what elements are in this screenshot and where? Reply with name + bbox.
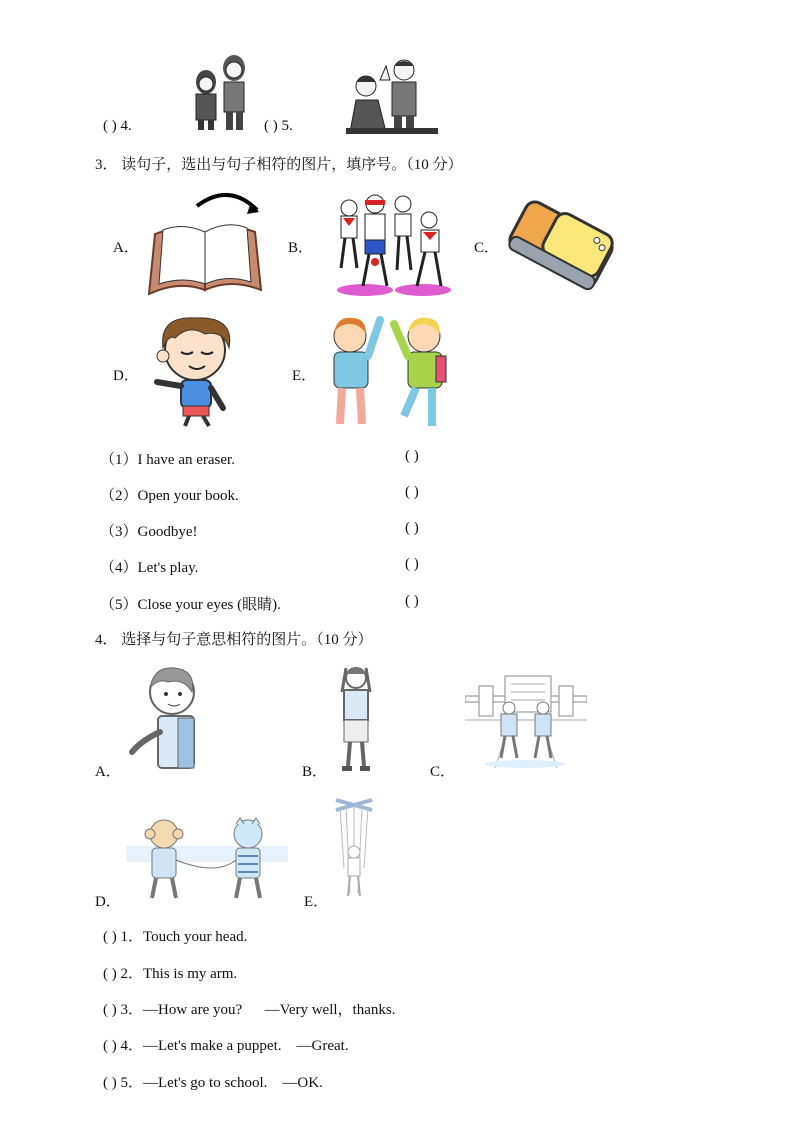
option-c-label: C． [430, 764, 456, 780]
sentence-number: （2） [100, 488, 138, 504]
boy-touching-head-icon [334, 662, 378, 774]
open-book-icon [145, 190, 265, 298]
sentence-number: （4） [100, 560, 138, 576]
sentence-text: Goodbye! [137, 524, 198, 540]
answer-blank[interactable]: ( ) [103, 966, 117, 982]
option-b-label: B． [302, 764, 328, 780]
boy-pointing-arm-icon [128, 662, 200, 772]
item-number: 5. [281, 118, 293, 134]
sentence-text: This is my arm. [143, 966, 238, 982]
greeting-people-image [346, 56, 438, 134]
sentence-text: Close your eyes (眼睛). [137, 597, 281, 613]
boy-eyes-closed-icon [145, 312, 245, 430]
option-a-label: A． [113, 240, 139, 256]
sentence-row [103, 998, 395, 1019]
sentence-text: Touch your head. [143, 929, 248, 945]
answer-blank[interactable]: ( ) [405, 448, 419, 464]
sentence-row [103, 962, 237, 983]
sentence-row [100, 556, 198, 577]
kids-going-to-school-icon [465, 672, 587, 772]
sentence-text: Let's play. [137, 560, 199, 576]
sentence-row [103, 925, 247, 946]
item-number: 4. [120, 118, 132, 134]
answer-blank[interactable]: ( ) [103, 1002, 117, 1018]
kids-waving-goodbye-icon [320, 312, 448, 432]
sentence-text: Open your book. [137, 488, 239, 504]
sentence-number: 4． [120, 1038, 144, 1054]
option-d-label: D． [95, 894, 121, 910]
sentence-row [100, 593, 281, 614]
sentence-number: 5． [120, 1075, 144, 1091]
section3-heading: 3． 读句子，选出与句子相符的图片，填序号。（10 分） [95, 157, 463, 173]
option-c-label: C． [474, 240, 500, 256]
section4-heading: 4． 选择与句子意思相符的图片。（10 分） [95, 632, 373, 648]
answer-blank[interactable]: ( ) [103, 1038, 117, 1054]
sentence-row [100, 448, 235, 469]
puppet-icon [332, 796, 376, 904]
option-b-label: B． [288, 240, 314, 256]
answer-blank[interactable]: ( ) [103, 118, 117, 134]
sentence-row [103, 1034, 349, 1055]
eraser-icon [505, 188, 617, 300]
item5-row [264, 118, 293, 135]
option-e-label: E． [304, 894, 329, 910]
sentence-row [103, 1071, 323, 1092]
sentence-number: 2． [120, 966, 144, 982]
sentence-row [100, 520, 198, 541]
sentence-text: —Let's go to school. —OK. [143, 1075, 323, 1091]
sentence-number: 1． [120, 929, 144, 945]
sentence-text: I have an eraser. [137, 452, 235, 468]
sentence-number: （3） [100, 524, 138, 540]
mother-and-child-image [186, 52, 258, 132]
sentence-number: 3． [120, 1002, 144, 1018]
item4-row [103, 118, 132, 135]
blindfold-game-icon [325, 190, 453, 298]
option-a-label: A． [95, 764, 121, 780]
sentence-text: —Let's make a puppet. —Great. [143, 1038, 349, 1054]
sentence-number: （1） [100, 452, 138, 468]
answer-blank[interactable]: ( ) [405, 556, 419, 572]
answer-blank[interactable]: ( ) [264, 118, 278, 134]
sentence-row [100, 484, 239, 505]
option-e-label: E． [292, 368, 317, 384]
monkey-and-tiger-icon [126, 816, 288, 902]
answer-blank[interactable]: ( ) [103, 1075, 117, 1091]
sentence-text: —How are you? —Very well，thanks. [143, 1002, 396, 1018]
answer-blank[interactable]: ( ) [405, 593, 419, 609]
option-d-label: D． [113, 368, 139, 384]
answer-blank[interactable]: ( ) [405, 520, 419, 536]
sentence-number: （5） [100, 597, 138, 613]
answer-blank[interactable]: ( ) [103, 929, 117, 945]
answer-blank[interactable]: ( ) [405, 484, 419, 500]
